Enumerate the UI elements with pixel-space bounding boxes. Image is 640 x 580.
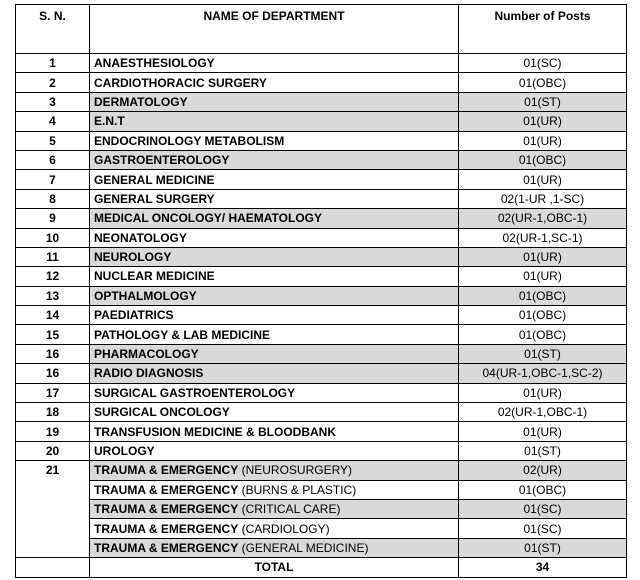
table-row [16,461,627,480]
row-posts: 01(ST) [459,441,627,460]
table-row [16,267,627,286]
table-row [16,150,627,169]
table-row [16,54,627,73]
row-posts: 01(UR) [459,170,627,189]
table-row [16,519,627,538]
department-name: TRAUMA & EMERGENCY [94,540,239,555]
row-department: GENERAL MEDICINE [90,170,459,189]
table-row [16,403,627,422]
table-row [16,209,627,228]
table-row [16,499,627,518]
table-row [16,344,627,363]
department-name: TRAUMA & EMERGENCY [94,463,239,478]
row-posts: 01(SC) [459,54,627,73]
row-posts: 01(UR) [459,383,627,402]
row-posts: 01(UR) [459,267,627,286]
row-sn: 12 [16,267,90,286]
row-department: MEDICAL ONCOLOGY/ HAEMATOLOGY [90,209,459,228]
row-department: ANAESTHESIOLOGY [90,54,459,73]
department-speciality: (CARDIOLOGY) [238,521,330,536]
row-posts: 01(OBC) [459,480,627,499]
total-row [16,558,627,577]
row-posts: 02(UR-1,OBC-1) [459,209,627,228]
table-row [16,112,627,131]
row-posts: 01(SC) [459,519,627,538]
row-department [90,499,459,518]
row-department: SURGICAL GASTROENTEROLOGY [90,383,459,402]
row-posts: 01(UR) [459,112,627,131]
row-sn: 9 [16,209,90,228]
row-sn: 6 [16,150,90,169]
row-posts: 01(OBC) [459,73,627,92]
row-sn: 20 [16,441,90,460]
header-posts: Number of Posts [459,5,627,54]
table-row [16,92,627,111]
table-row [16,131,627,150]
row-sn: 14 [16,306,90,325]
row-sn: 4 [16,112,90,131]
row-sn: 11 [16,247,90,266]
header-sn: S. N. [16,5,90,54]
row-department [90,461,459,480]
department-name: TRAUMA & EMERGENCY [94,502,239,517]
row-sn: 18 [16,403,90,422]
department-name: TRAUMA & EMERGENCY [94,521,239,536]
row-department [90,538,459,557]
table-row [16,228,627,247]
table-row [16,73,627,92]
header-row [16,5,627,54]
row-sn: 21 [16,461,90,558]
department-speciality: (CRITICAL CARE) [238,502,341,517]
row-department: PAEDIATRICS [90,306,459,325]
row-department: RADIO DIAGNOSIS [90,364,459,383]
total-value: 34 [459,558,627,577]
table-row [16,364,627,383]
department-speciality: (GENERAL MEDICINE) [238,540,369,555]
row-sn: 15 [16,325,90,344]
table-body [16,54,627,578]
row-sn: 5 [16,131,90,150]
table-row [16,383,627,402]
row-posts: 02(UR) [459,461,627,480]
row-department: UROLOGY [90,441,459,460]
table-row [16,247,627,266]
row-posts: 02(UR-1,OBC-1) [459,403,627,422]
row-department: NEUROLOGY [90,247,459,266]
row-department: OPTHALMOLOGY [90,286,459,305]
row-department: CARDIOTHORACIC SURGERY [90,73,459,92]
total-label: TOTAL [90,558,459,577]
row-posts: 04(UR-1,OBC-1,SC-2) [459,364,627,383]
row-department: PATHOLOGY & LAB MEDICINE [90,325,459,344]
table-row [16,170,627,189]
row-department: GASTROENTEROLOGY [90,150,459,169]
row-posts: 01(SC) [459,499,627,518]
department-name: TRAUMA & EMERGENCY [94,482,239,497]
row-sn: 16 [16,364,90,383]
department-speciality: (BURNS & PLASTIC) [238,482,357,497]
row-sn: 10 [16,228,90,247]
row-department: E.N.T [90,112,459,131]
department-speciality: (NEUROSURGERY) [238,463,353,478]
table-row [16,286,627,305]
table-row [16,306,627,325]
row-department: GENERAL SURGERY [90,189,459,208]
row-department: SURGICAL ONCOLOGY [90,403,459,422]
department-posts-table [15,4,627,578]
table-row [16,325,627,344]
row-sn: 2 [16,73,90,92]
row-posts: 01(OBC) [459,306,627,325]
total-sn-blank [16,558,90,577]
row-department: PHARMACOLOGY [90,344,459,363]
row-posts: 01(ST) [459,344,627,363]
row-posts: 01(UR) [459,422,627,441]
row-posts: 01(ST) [459,538,627,557]
row-sn: 3 [16,92,90,111]
header-department: NAME OF DEPARTMENT [90,5,459,54]
row-posts: 01(OBC) [459,286,627,305]
row-posts: 02(1-UR ,1-SC) [459,189,627,208]
row-sn: 1 [16,54,90,73]
row-sn: 7 [16,170,90,189]
row-posts: 01(UR) [459,131,627,150]
row-sn: 8 [16,189,90,208]
row-posts: 01(ST) [459,92,627,111]
table-row [16,189,627,208]
table-row [16,422,627,441]
table-row [16,538,627,557]
row-department: NEONATOLOGY [90,228,459,247]
table-row [16,441,627,460]
row-sn: 16 [16,344,90,363]
row-sn: 13 [16,286,90,305]
row-sn: 19 [16,422,90,441]
posts-table-container [15,4,626,578]
row-department [90,480,459,499]
row-posts: 02(UR-1,SC-1) [459,228,627,247]
row-posts: 01(OBC) [459,150,627,169]
row-department [90,519,459,538]
row-department: TRANSFUSION MEDICINE & BLOODBANK [90,422,459,441]
row-department: NUCLEAR MEDICINE [90,267,459,286]
table-row [16,480,627,499]
row-department: ENDOCRINOLOGY METABOLISM [90,131,459,150]
row-sn: 17 [16,383,90,402]
row-posts: 01(UR) [459,247,627,266]
row-posts: 01(OBC) [459,325,627,344]
row-department: DERMATOLOGY [90,92,459,111]
